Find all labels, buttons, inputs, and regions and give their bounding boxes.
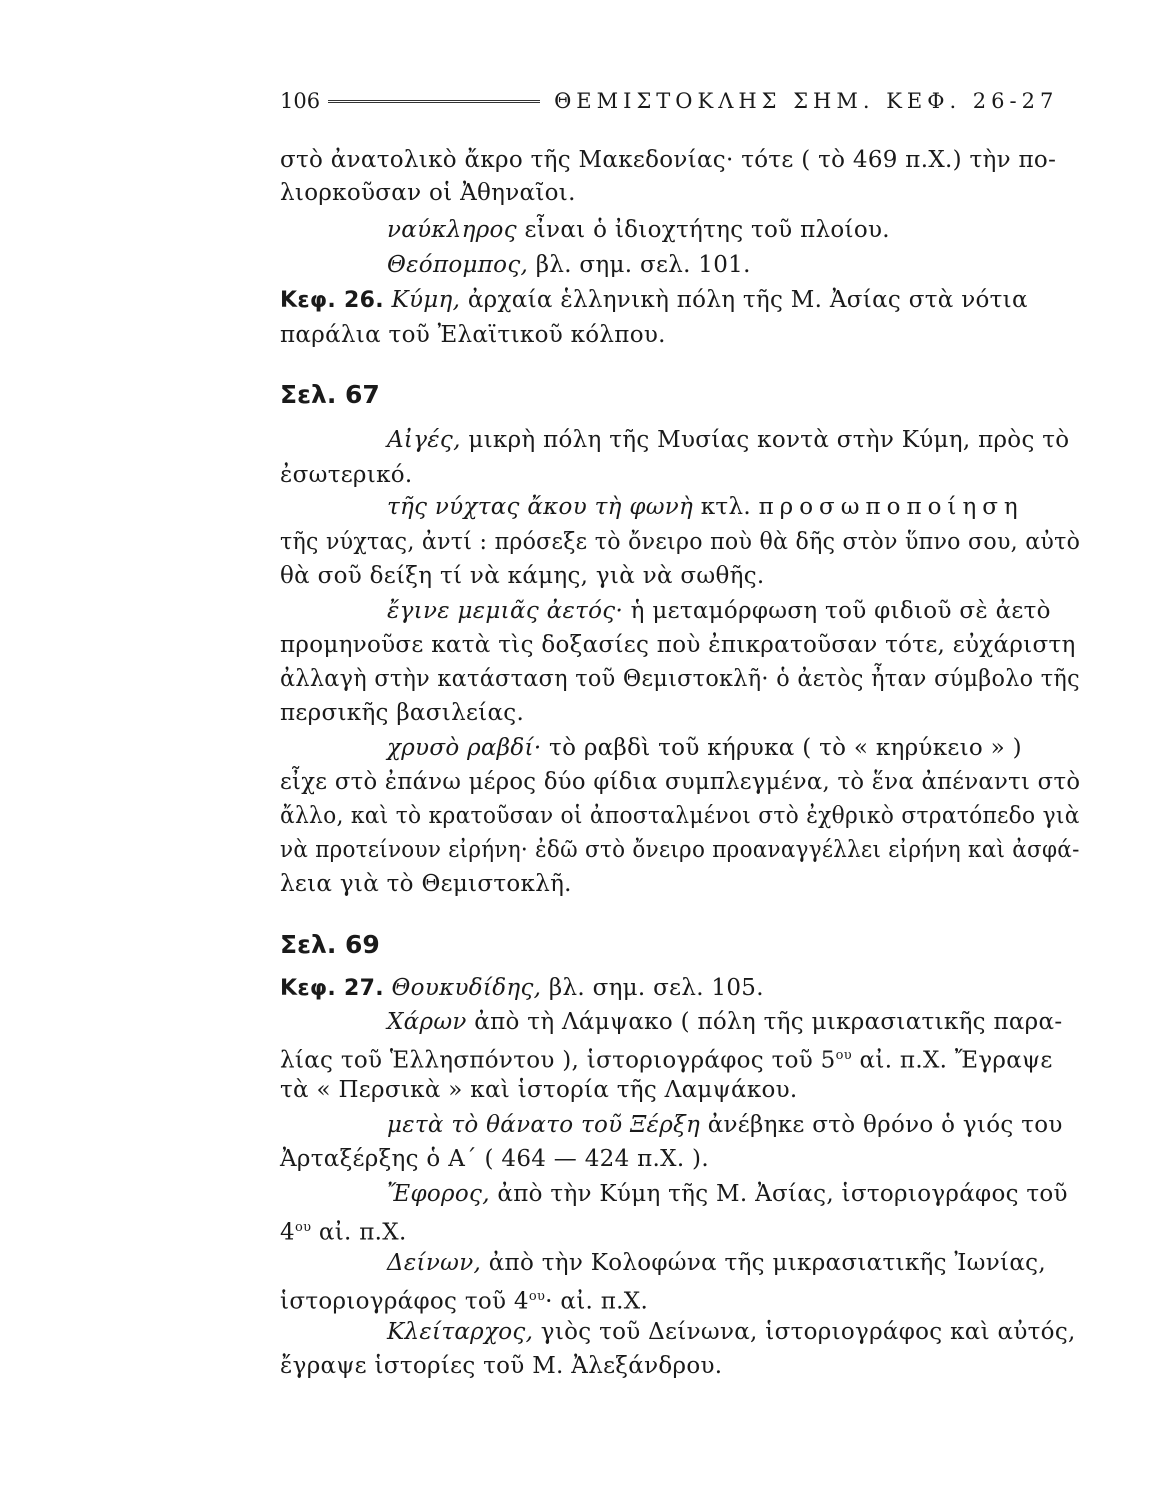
section-heading: Σελ. 67 bbox=[280, 380, 380, 409]
text-line: $4^{o\upsilon}$ αἰ. π.Χ. bbox=[280, 1219, 407, 1246]
text-line: ἐσωτερικό. bbox=[280, 462, 413, 488]
text-line: Θεόπομπος, βλ. σημ. σελ. 101. bbox=[387, 252, 751, 278]
text-line: Δείνων, ἀπὸ τὴν Κολοφώνα τῆς μικρασιατικῆς Ἰωνίας, bbox=[387, 1250, 1046, 1276]
text-line: Κεφ. 27. Θουκυδίδης, βλ. σημ. σελ. 105. bbox=[280, 975, 764, 1001]
text-line: λιορκοῦσαν οἱ Ἀθηναῖοι. bbox=[280, 180, 576, 206]
text-line: λίας τοῦ Ἑλλησπόντου ), ἱστοριογράφος τοῦ $5^{o\upsilon}$ αἰ. π.Χ. Ἔγραψε bbox=[280, 1047, 1053, 1074]
text-line: ἔγινε μεμιᾶς ἀετός· ἡ μεταμόρφωση τοῦ φιδιοῦ σὲ ἀετὸ bbox=[387, 598, 1051, 624]
text-line: περσικῆς βασιλείας. bbox=[280, 700, 525, 726]
text-line: Χάρων ἀπὸ τὴ Λάμψακο ( πόλη τῆς μικρασιατικῆς παρα- bbox=[387, 1009, 1063, 1035]
running-header bbox=[280, 86, 1080, 116]
running-title: ΘΕΜΙΣΤΟΚΛΗΣ ΣΗΜ. ΚΕΦ. 26-27 bbox=[554, 89, 1059, 113]
text-line: στὸ ἀνατολικὸ ἄκρο τῆς Μακεδονίας· τότε ( τὸ 469 π.Χ.) τὴν πο- bbox=[280, 147, 1057, 173]
text-line: Κλείταρχος, γιὸς τοῦ Δείνωνα, ἱστοριογράφος καὶ αὐτός, bbox=[387, 1319, 1076, 1345]
text-line: ναύκληρος εἶναι ὁ ἰδιοχτήτης τοῦ πλοίου. bbox=[387, 217, 890, 243]
page-number: 106 bbox=[280, 89, 321, 113]
text-line: τῆς νύχτας, ἀντί : πρόσεξε τὸ ὄνειρο ποὺ θὰ δῆς στὸν ὕπνο σου, αὐτὸ bbox=[280, 529, 1081, 555]
text-line: νὰ προτείνουν εἰρήνη· ἐδῶ στὸ ὄνειρο προαναγγέλλει εἰρήνη καὶ ἀσφά- bbox=[280, 837, 1080, 863]
text-line: ἱστοριογράφος τοῦ $4^{o\upsilon}\cdot$ αἰ. π.Χ. bbox=[280, 1288, 649, 1315]
text-line: ἀλλαγὴ στὴν κατάσταση τοῦ Θεμιστοκλῆ· ὁ ἀετὸς ἦταν σύμβολο τῆς bbox=[280, 666, 1080, 692]
text-line: Αἰγές, μικρὴ πόλη τῆς Μυσίας κοντὰ στὴν Κύμη, πρὸς τὸ bbox=[387, 427, 1070, 453]
header-rule bbox=[328, 100, 540, 103]
text-line: παράλια τοῦ Ἐλαϊτικοῦ κόλπου. bbox=[280, 322, 666, 348]
text-line: θὰ σοῦ δείξη τί νὰ κάμης, γιὰ νὰ σωθῆς. bbox=[280, 563, 765, 589]
text-line: προμηνοῦσε κατὰ τὶς δοξασίες ποὺ ἐπικρατοῦσαν τότε, εὐχάριστη bbox=[280, 632, 1076, 658]
text-line: χρυσὸ ραβδί· τὸ ραβδὶ τοῦ κήρυκα ( τὸ « κηρύκειο » ) bbox=[387, 735, 1022, 761]
text-line: Ἀρταξέρξης ὁ Α΄ ( 464 — 424 π.Χ. ). bbox=[280, 1146, 709, 1172]
text-line: τῆς νύχτας ἄκου τὴ φωνὴ κτλ. προσωποποίηση bbox=[387, 494, 1024, 520]
text-line: Κεφ. 26. Κύμη, ἀρχαία ἑλληνικὴ πόλη τῆς Μ. Ἀσίας στὰ νότια bbox=[280, 287, 1028, 313]
text-line: μετὰ τὸ θάνατο τοῦ Ξέρξη ἀνέβηκε στὸ θρόνο ὁ γιός του bbox=[387, 1112, 1063, 1138]
text-line: ἄλλο, καὶ τὸ κρατοῦσαν οἱ ἀποσταλμένοι στὸ ἐχθρικὸ στρατόπεδο γιὰ bbox=[280, 803, 1080, 829]
text-line: ἔγραψε ἱστορίες τοῦ Μ. Ἀλεξάνδρου. bbox=[280, 1353, 723, 1379]
text-line: λεια γιὰ τὸ Θεμιστοκλῆ. bbox=[280, 871, 572, 897]
section-heading: Σελ. 69 bbox=[280, 930, 380, 959]
text-line: τὰ « Περσικὰ » καὶ ἱστορία τῆς Λαμψάκου. bbox=[280, 1077, 798, 1103]
text-line: εἶχε στὸ ἐπάνω μέρος δύο φίδια συμπλεγμένα, τὸ ἕνα ἀπέναντι στὸ bbox=[280, 769, 1081, 795]
text-line: Ἔφορος, ἀπὸ τὴν Κύμη τῆς Μ. Ἀσίας, ἱστοριογράφος τοῦ bbox=[387, 1181, 1068, 1207]
